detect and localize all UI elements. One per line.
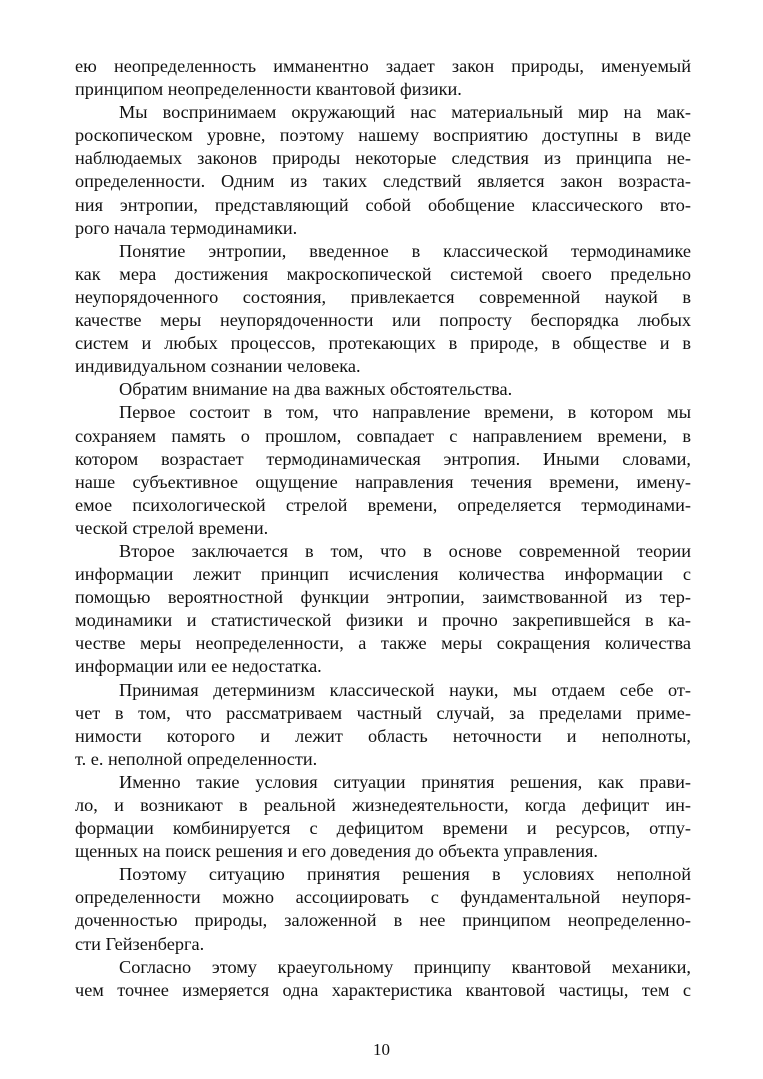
text-line: формации комбинируется с дефицитом времени и ресурсов, отпу- bbox=[75, 818, 691, 839]
paragraph bbox=[75, 101, 691, 240]
text-line: Первое состоит в том, что направление времени, в котором мы bbox=[119, 402, 691, 423]
text-line: как мера достижения макроскопической системой своего предельно bbox=[75, 263, 691, 284]
text-line: Принимая детерминизм классической науки, мы отдаем себе от- bbox=[119, 679, 691, 700]
text-line: роскопическом уровне, поэтому нашему восприятию доступны в виде bbox=[75, 125, 691, 146]
text-line: Понятие энтропии, введенное в классической термодинамике bbox=[119, 240, 691, 261]
text-line: ло, и возникают в реальной жизнедеятельности, когда дефицит ин- bbox=[75, 795, 691, 815]
text-line: ния энтропии, представляющий собой обобщение классического вто- bbox=[75, 194, 691, 215]
text-line: Поэтому ситуацию принятия решения в условиях неполной bbox=[119, 864, 691, 885]
text-line: т. е. неполной определенности. bbox=[75, 748, 318, 769]
text-line: модинамики и статистической физики и прочно закрепившейся в ка- bbox=[75, 610, 691, 631]
text-line: чем точнее измеряется одна характеристика квантовой частицы, тем с bbox=[75, 979, 691, 1000]
text-line: принципом неопределенности квантовой физики. bbox=[75, 79, 462, 100]
paragraph bbox=[75, 240, 691, 379]
text-line: рого начала термодинамики. bbox=[75, 217, 298, 238]
text-line: ческой стрелой времени. bbox=[75, 517, 269, 538]
text-line: качестве меры неупорядоченности или попросту беспорядка любых bbox=[75, 310, 691, 331]
text-line: чет в том, что рассматриваем частный случай, за пределами приме- bbox=[75, 702, 691, 723]
text-line: систем и любых процессов, протекающих в природе, в обществе и в bbox=[75, 333, 691, 354]
text-line: Обратим внимание на два важных обстоятельства. bbox=[119, 379, 513, 400]
text-line: определенности. Одним из таких следствий является закон возраста- bbox=[75, 171, 691, 192]
text-line: определенности можно ассоциировать с фундаментальной неупоря- bbox=[75, 887, 691, 908]
paragraph bbox=[75, 956, 691, 1002]
text-line: емое психологической стрелой времени, определяется термодинами- bbox=[75, 494, 691, 515]
text-line: неупорядоченного состояния, привлекается современной наукой в bbox=[75, 286, 691, 307]
text-line: честве меры неопределенности, а также меры сокращения количества bbox=[75, 633, 691, 654]
paragraph bbox=[75, 679, 691, 771]
text-line: Мы воспринимаем окружающий нас материальный мир на мак- bbox=[119, 102, 691, 123]
text-line: нимости которого и лежит область неточности и неполноты, bbox=[75, 725, 691, 746]
text-line: индивидуальном сознании человека. bbox=[75, 356, 361, 377]
text-line: Согласно этому краеугольному принципу квантовой механики, bbox=[119, 956, 691, 977]
text-line: щенных на поиск решения и его доведения до объекта управления. bbox=[75, 841, 598, 862]
paragraph bbox=[75, 55, 691, 101]
text-line: ею неопределенность имманентно задает закон природы, именуемый bbox=[75, 56, 691, 76]
text-line: Второе заключается в том, что в основе современной теории bbox=[119, 540, 691, 561]
text-line: информации или ее недостатка. bbox=[75, 656, 322, 677]
text-line: сти Гейзенберга. bbox=[75, 933, 205, 954]
text-line: сохраняем память о прошлом, совпадает с направлением времени, в bbox=[75, 425, 691, 446]
paragraph bbox=[75, 401, 691, 540]
paragraph bbox=[75, 378, 691, 401]
text-line: информации лежит принцип исчисления количества информации с bbox=[75, 564, 691, 585]
text-line: наблюдаемых законов природы некоторые следствия из принципа не- bbox=[75, 148, 691, 169]
text-line: Именно такие условия ситуации принятия решения, как прави- bbox=[119, 771, 691, 792]
text-line: котором возрастает термодинамическая энтропия. Иными словами, bbox=[75, 448, 691, 469]
paragraph bbox=[75, 540, 691, 679]
text-line: доченностью природы, заложенной в нее принципом неопределенно- bbox=[75, 910, 691, 931]
text-line: помощью вероятностной функции энтропии, заимствованной из тер- bbox=[75, 587, 691, 608]
text-line: наше субъективное ощущение направления течения времени, имену- bbox=[75, 471, 691, 492]
paragraph bbox=[75, 771, 691, 863]
body-text bbox=[75, 55, 691, 1002]
paragraph bbox=[75, 863, 691, 955]
page-number: 10 bbox=[373, 1040, 390, 1059]
